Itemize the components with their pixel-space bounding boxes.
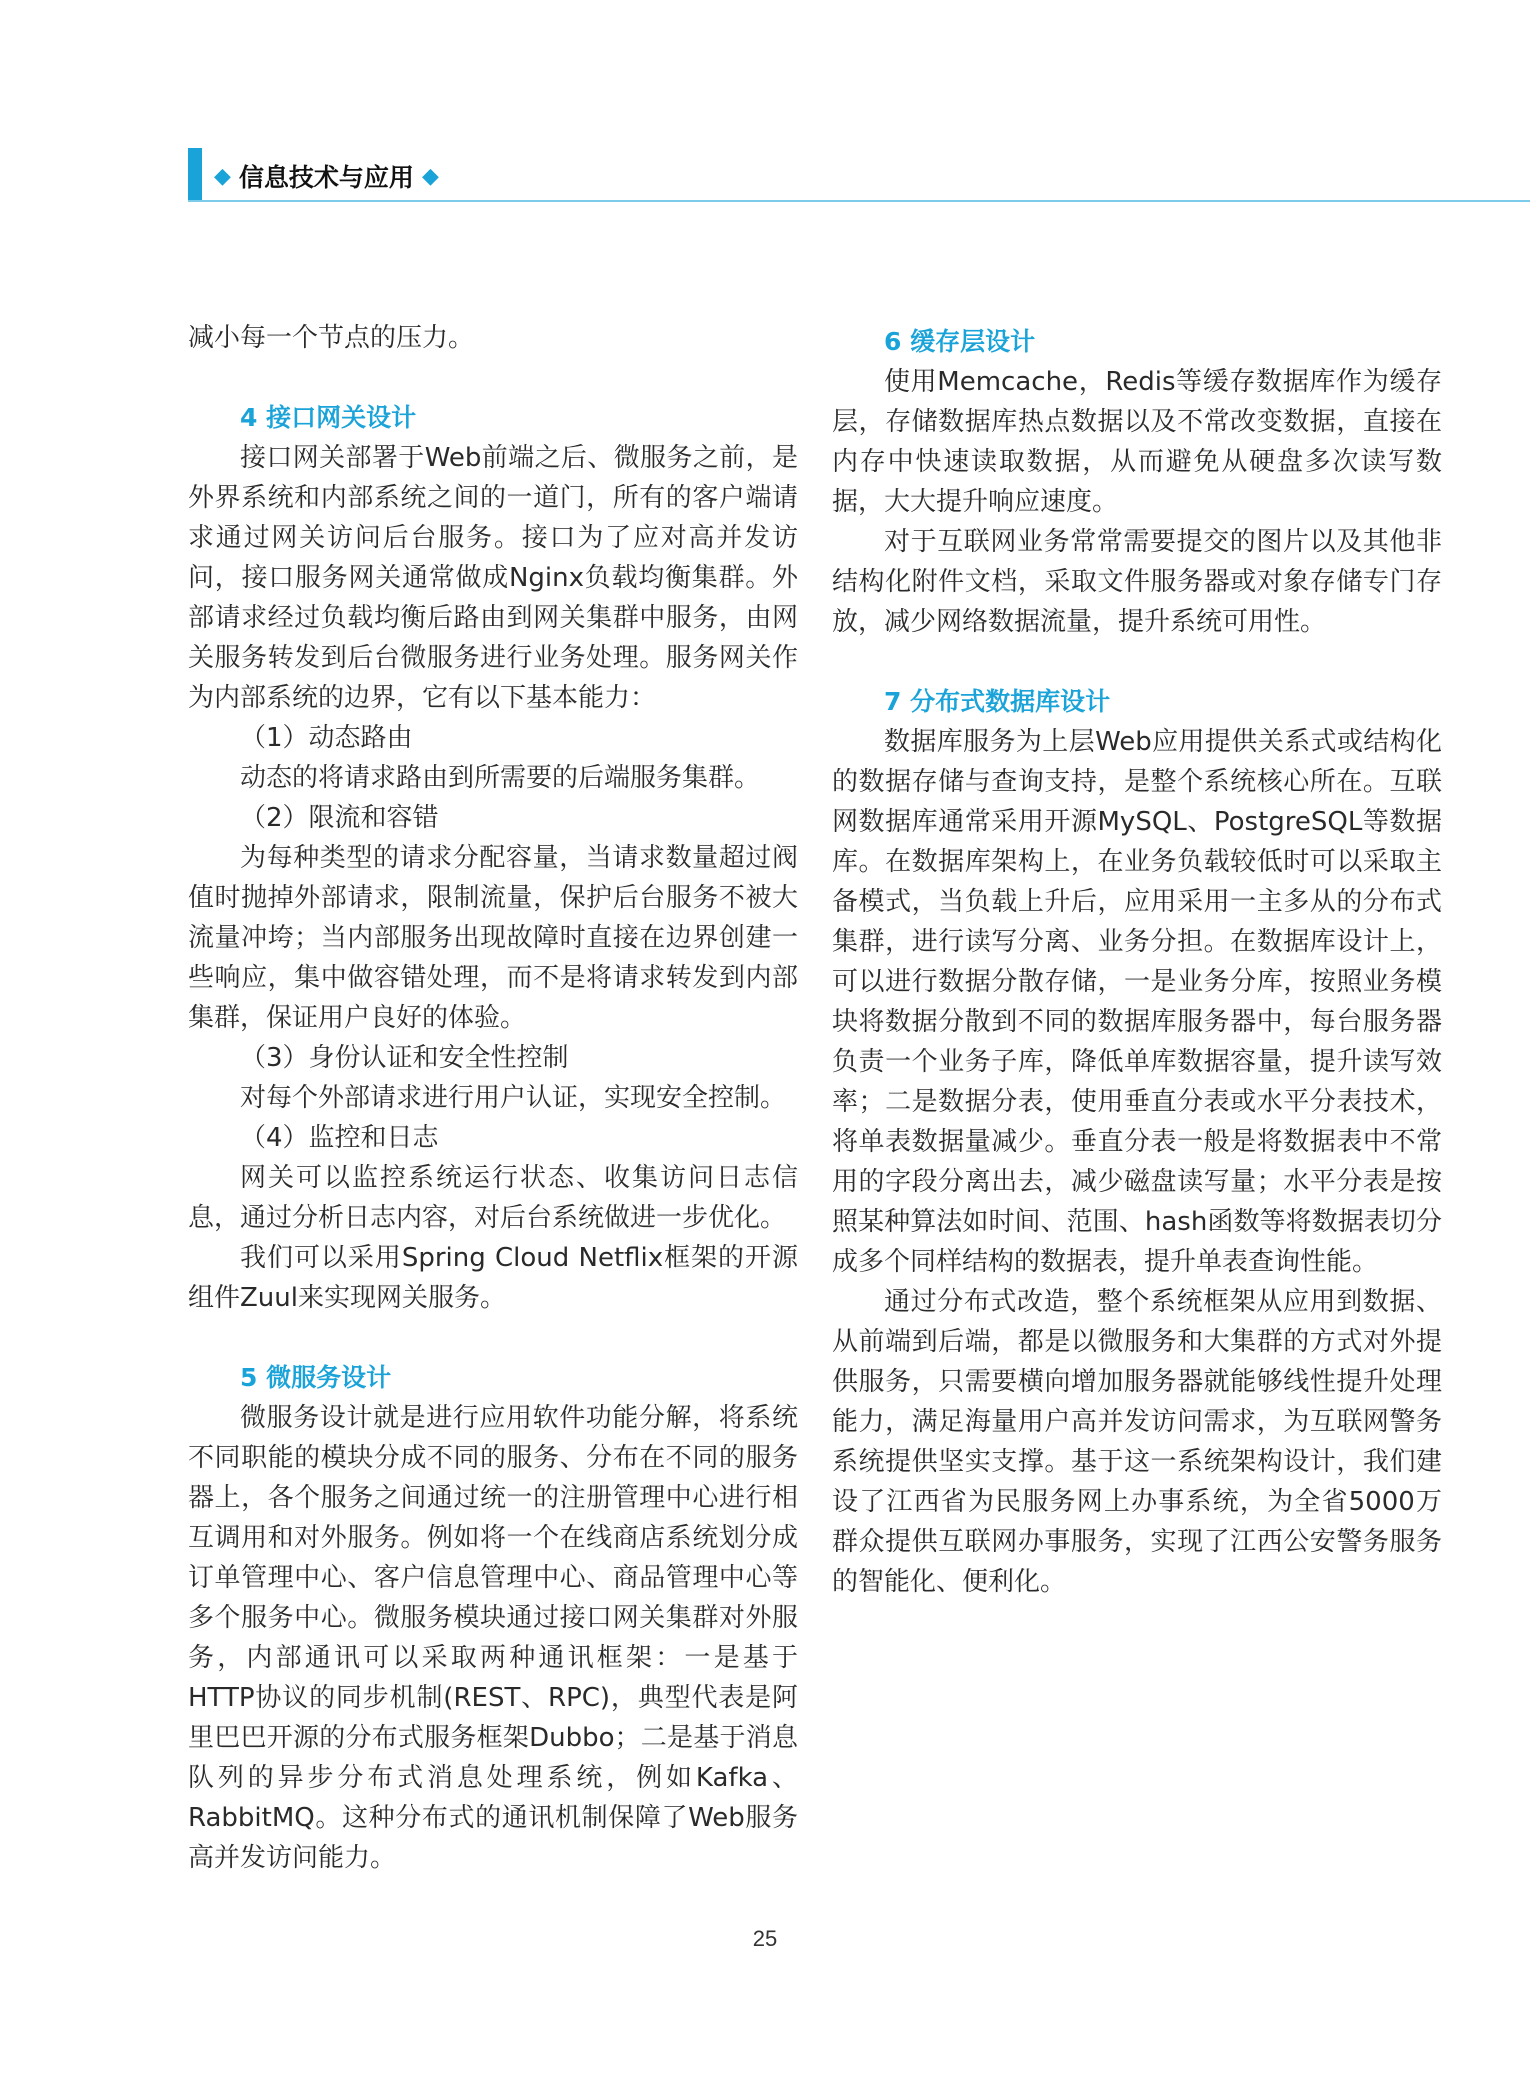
- list-item-title: （2）限流和容错: [240, 803, 439, 833]
- right-column: [832, 322, 1442, 1602]
- header-rule: [188, 200, 1530, 202]
- list-item-title: （1）动态路由: [240, 723, 413, 753]
- section-7-paragraph: 数据库服务为上层Web应用提供关系式或结构化的数据存储与查询支持，是整个系统核心所在。互联网数据库通常采用开源MySQL、PostgreSQL等数据库。在数据库架构上，在业务负载较低时可以采取主备模式，当负载上升后，应用采用一主多从的分布式集群，进行读写分离、业务分担。在数据库设计上，可以进行数据分散存储，一是业务分库，按照业务模块将数据分散到不同的数据库服务器中，每台服务器负责一个业务子库，降低单库数据容量，提升读写效率；二是数据分表，使用垂直分表或水平分表技术，将单表数据量减少。垂直分表一般是将数据表中不常用的字段分离出去，减少磁盘读写量；水平分表是按照某种算法如时间、范围、hash函数等将数据表切分成多个同样结构的数据表，提升单表查询性能。: [832, 727, 1442, 1277]
- section-6-paragraph: 使用Memcache，Redis等缓存数据库作为缓存层，存储数据库热点数据以及不常改变数据，直接在内存中快速读取数据，从而避免从硬盘多次读写数据，大大提升响应速度。: [832, 367, 1442, 517]
- list-item-text: 对每个外部请求进行用户认证，实现安全控制。: [240, 1083, 787, 1113]
- section-6-heading: 6 缓存层设计: [884, 327, 1036, 356]
- list-item-text: 动态的将请求路由到所需要的后端服务集群。: [240, 763, 761, 793]
- diamond-icon: ◆: [214, 163, 231, 189]
- running-header: [214, 156, 439, 196]
- list-item-text: 网关可以监控系统运行状态、收集访问日志信息，通过分析日志内容，对后台系统做进一步优化。: [188, 1163, 798, 1233]
- section-5-heading: 5 微服务设计: [240, 1363, 392, 1392]
- list-item-title: （4）监控和日志: [240, 1123, 439, 1153]
- section-4-heading: 4 接口网关设计: [240, 403, 417, 432]
- list-item-text: 为每种类型的请求分配容量，当请求数量超过阀值时抛掉外部请求，限制流量，保护后台服务不被大流量冲垮；当内部服务出现故障时直接在边界创建一些响应，集中做容错处理，而不是将请求转发到内部集群，保证用户良好的体验。: [188, 843, 798, 1033]
- left-column: [188, 318, 798, 1878]
- section-7-heading: 7 分布式数据库设计: [884, 687, 1111, 716]
- section-4-paragraph: 接口网关部署于Web前端之后、微服务之前，是外界系统和内部系统之间的一道门，所有的客户端请求通过网关访问后台服务。接口为了应对高并发访问，接口服务网关通常做成Nginx负载均衡集群。外部请求经过负载均衡后路由到网关集群中服务，由网关服务转发到后台微服务进行业务处理。服务网关作为内部系统的边界，它有以下基本能力：: [188, 443, 798, 713]
- section-7-paragraph: 通过分布式改造，整个系统框架从应用到数据、从前端到后端，都是以微服务和大集群的方式对外提供服务，只需要横向增加服务器就能够线性提升处理能力，满足海量用户高并发访问需求，为互联网警务系统提供坚实支撑。基于这一系统架构设计，我们建设了江西省为民服务网上办事系统，为全省5000万群众提供互联网办事服务，实现了江西公安警务服务的智能化、便利化。: [832, 1287, 1442, 1597]
- journal-section-title: 信息技术与应用: [238, 163, 414, 192]
- page-number: 25: [752, 1926, 778, 1951]
- diamond-icon: ◆: [421, 163, 439, 189]
- header-accent-bar: [188, 148, 202, 200]
- section-6-paragraph: 对于互联网业务常常需要提交的图片以及其他非结构化附件文档，采取文件服务器或对象存储专门存放，减少网络数据流量，提升系统可用性。: [832, 527, 1442, 637]
- section-5-paragraph: 微服务设计就是进行应用软件功能分解，将系统不同职能的模块分成不同的服务、分布在不同的服务器上，各个服务之间通过统一的注册管理中心进行相互调用和对外服务。例如将一个在线商店系统划分成订单管理中心、客户信息管理中心、商品管理中心等多个服务中心。微服务模块通过接口网关集群对外服务，内部通讯可以采取两种通讯框架：一是基于HTTP协议的同步机制(REST、RPC)，典型代表是阿里巴巴开源的分布式服务框架Dubbo；二是基于消息队列的异步分布式消息处理系统，例如Kafka、RabbitMQ。这种分布式的通讯机制保障了Web服务高并发访问能力。: [188, 1403, 798, 1873]
- section-4-closing-paragraph: 我们可以采用Spring Cloud Netflix框架的开源组件Zuul来实现网关服务。: [188, 1243, 798, 1313]
- list-item-title: （3）身份认证和安全性控制: [240, 1043, 569, 1073]
- continued-paragraph: 减小每一个节点的压力。: [188, 323, 475, 353]
